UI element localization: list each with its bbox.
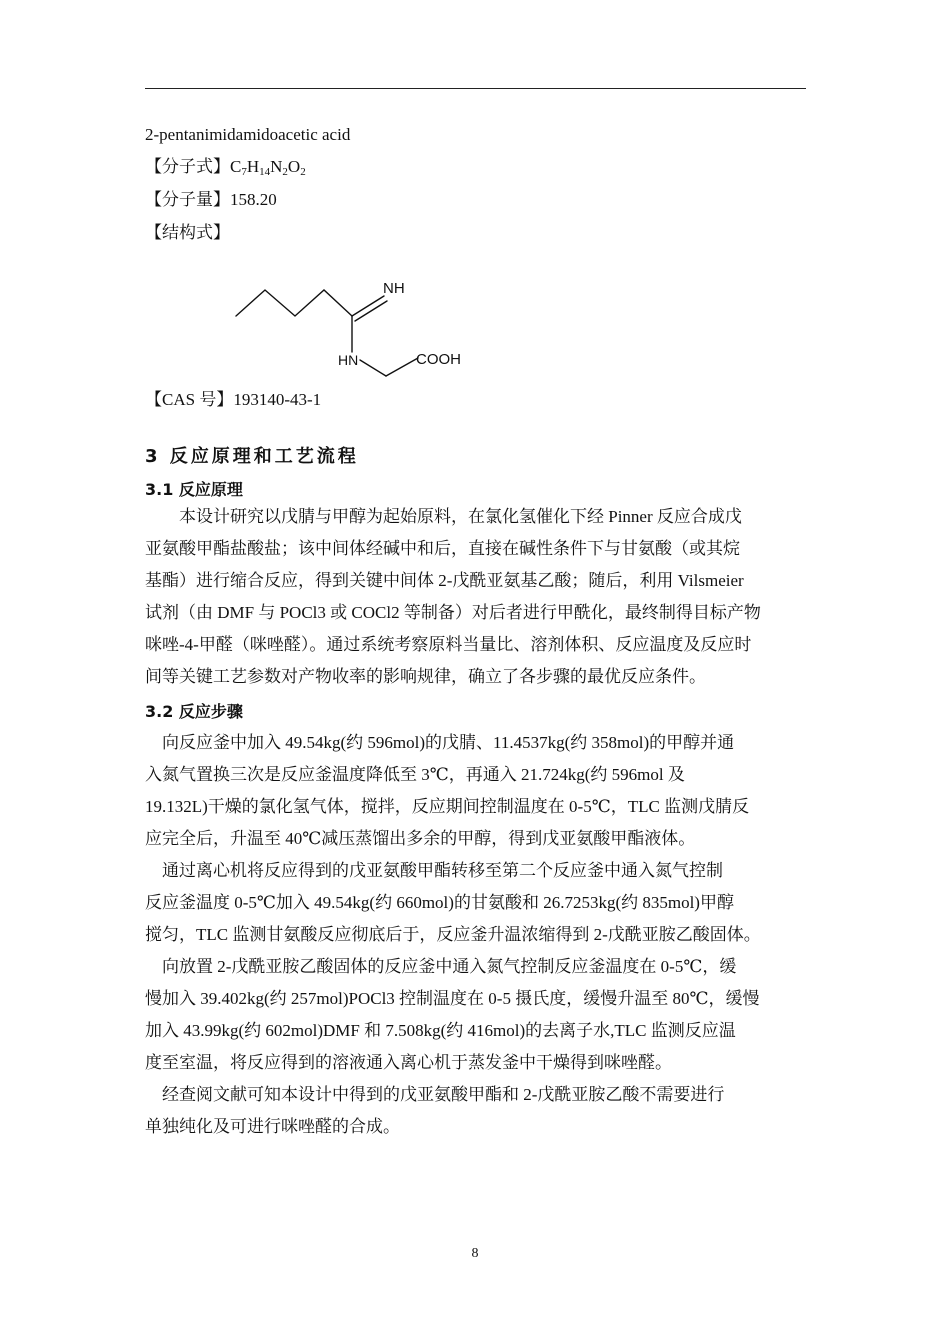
- section-3-2-heading: 3.2 反应步骤: [145, 702, 243, 721]
- step-paragraph-1: 向反应釜中加入 49.54kg(约 596mol)的戊腈、11.4537kg(约 358mol)的甲醇并通 入氮气置换三次是反应釜温度降低至 3℃，再通入 21.724kg(约 596mol 及 19.132L)干燥的氯化氢气体，搅拌，反应期间控制温度在 0-5℃，TLC 监测戊腈反 应完全后，升温至 40℃减压蒸馏出多余的甲醇，得到戊亚氨酸甲酯液体。: [145, 733, 750, 848]
- step-paragraph-4: 经查阅文献可知本设计中得到的戊亚氨酸甲酯和 2-戊酰亚胺乙酸不需要进行 单独纯化及可进行咪唑醛的合成。: [145, 1085, 725, 1136]
- mw-label: 【分子量】: [145, 190, 230, 209]
- cas-label: 【CAS 号】: [145, 390, 234, 409]
- section-3-1-heading: 3.1 反应原理: [145, 480, 243, 499]
- compound-english-name: 2-pentanimidamidoacetic acid: [145, 125, 351, 144]
- step-paragraph-2: 通过离心机将反应得到的戊亚氨酸甲酯转移至第二个反应釜中通入氮气控制 反应釜温度 0-5℃加入 49.54kg(约 660mol)的甘氨酸和 26.7253kg(约 835mol)甲醇 搅匀，TLC 监测甘氨酸反应彻底后于，反应釜升温浓缩得到 2-戊酰亚胺乙酸固体。: [145, 861, 761, 944]
- molecular-weight: [145, 189, 277, 211]
- page-number: 8: [471, 1246, 479, 1261]
- structure-label: 【结构式】: [145, 223, 230, 242]
- cas-number: [145, 389, 321, 411]
- formula-label: 【分子式】: [145, 157, 230, 176]
- mw-value: 158.20: [230, 190, 277, 209]
- molecular-formula: 【分子式】$C_7H_{14}N_2O_2$: [145, 157, 306, 178]
- imine-label: NH: [383, 280, 405, 297]
- header-rule: [145, 88, 806, 89]
- section-3-heading: 3 反应原理和工艺流程: [145, 446, 359, 467]
- principle-paragraph: 本设计研究以戊腈与甲醇为起始原料，在氯化氢催化下经 Pinner 反应合成戊 亚氨酸甲酯盐酸盐；该中间体经碱中和后，直接在碱性条件下与甘氨酸（或其烷 基酯）进行缩合反应，得到关键中间体 2-戊酰亚氨基乙酸；随后，利用 Vilsmeier 试剂（由 DMF 与 POCl3 或 COCl2 等制备）对后者进行甲酰化，最终制得目标产物 咪唑-4-甲醛（咪唑醛）。通过系统考察原料当量比、溶剂体积、反应温度及反应时 间等关键工艺参数对产物收率的影响规律，确立了各步骤的最优反应条件。: [145, 507, 761, 686]
- carboxyl-label: COOH: [416, 351, 461, 368]
- amine-label: HN: [338, 352, 359, 368]
- structural-formula: [228, 272, 488, 384]
- step-paragraph-3: 向放置 2-戊酰亚胺乙酸固体的反应釜中通入氮气控制反应釜温度在 0-5℃，缓 慢加入 39.402kg(约 257mol)POCl3 控制温度在 0-5 摄氏度，缓慢升温至 80℃，缓慢 加入 43.99kg(约 602mol)DMF 和 7.508kg(约 416mol)的去离子水,TLC 监测反应温 度至室温，将反应得到的溶液通入离心机于蒸发釜中干燥得到咪唑醛。: [145, 957, 760, 1072]
- cas-value: 193140-43-1: [233, 390, 322, 409]
